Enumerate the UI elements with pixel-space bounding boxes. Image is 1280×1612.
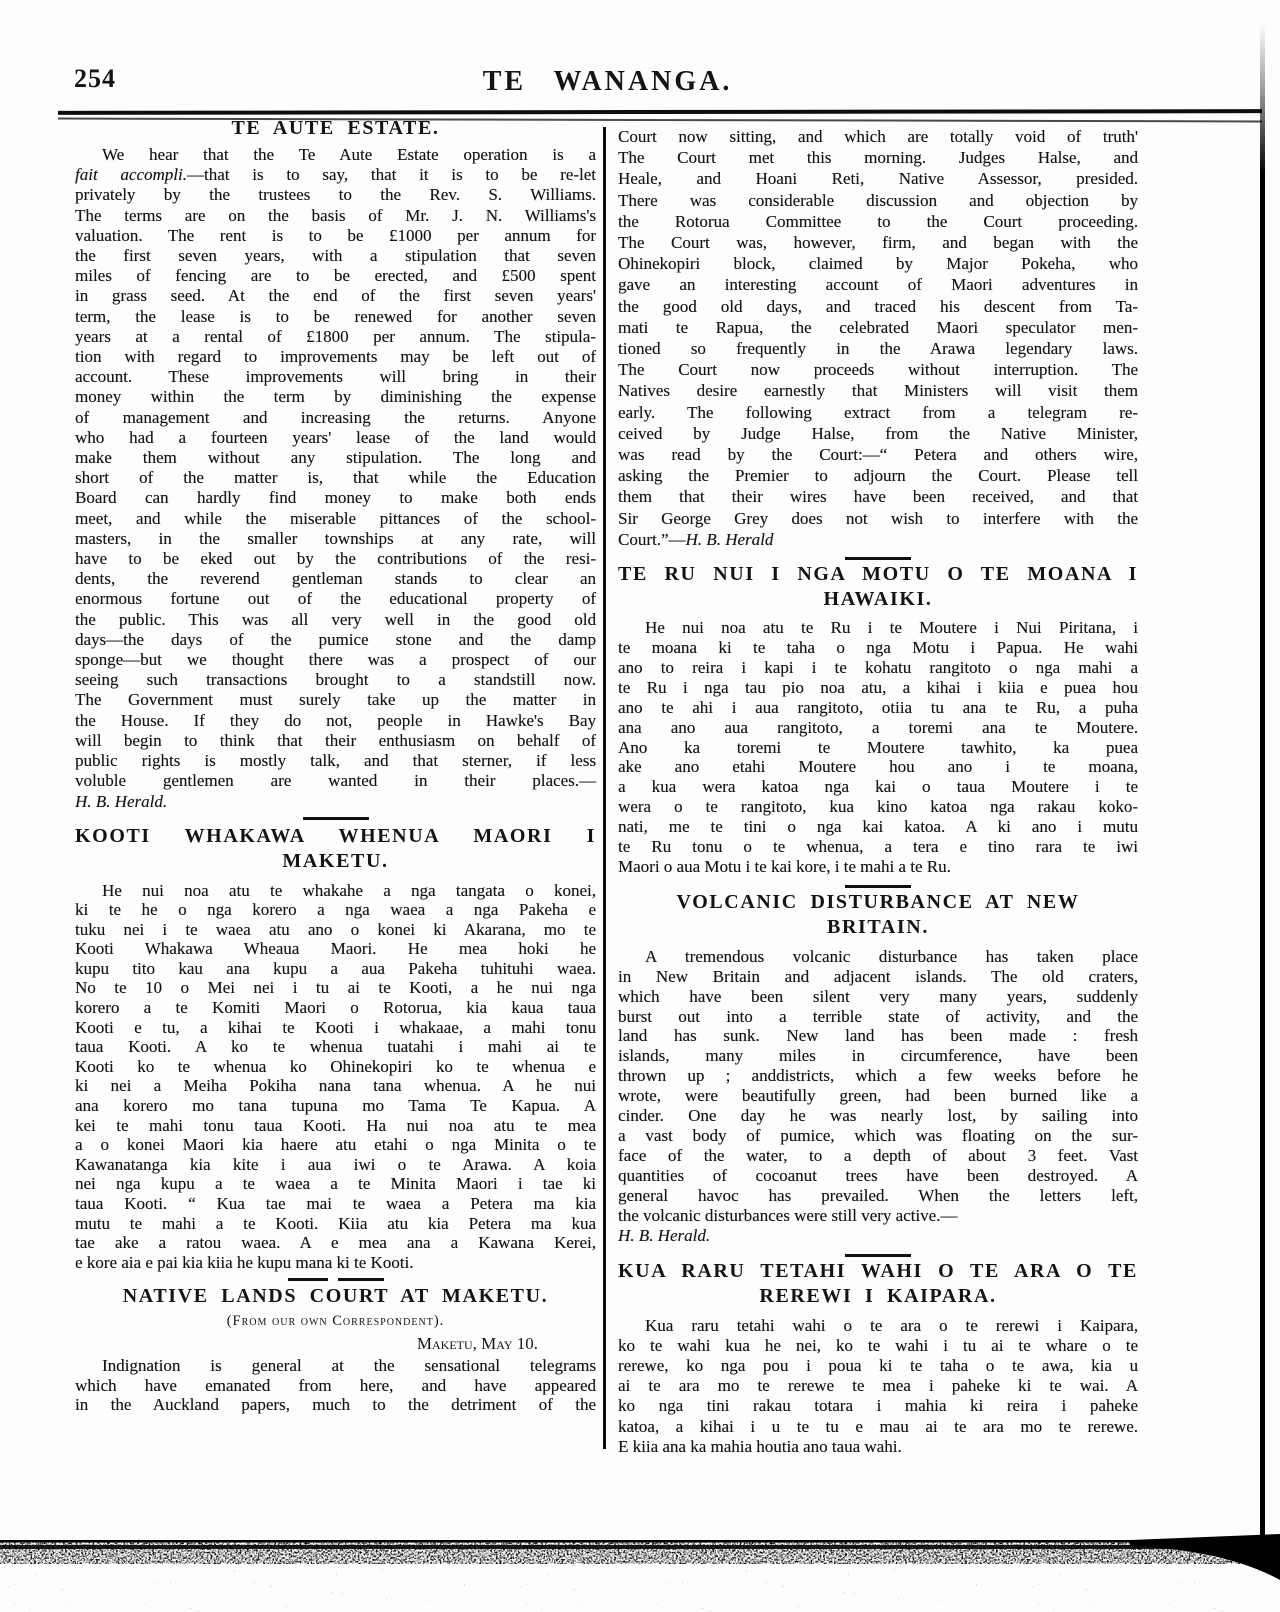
text-line: public rights is mostly talk, and that sterner, if less <box>75 751 596 771</box>
text-line: e kore aia e pai kia kiia he kupu mana ki te Kooti. <box>75 1252 414 1272</box>
text-line: korero a te Komiti Maori o Rotorua, kia kaua taua <box>75 998 596 1018</box>
text-line: ki nei a Meiha Pokiha nana tana whenua. A he nui <box>75 1076 596 1096</box>
section-divider-rule <box>845 557 911 560</box>
te-ru-nui-heading <box>618 562 1138 612</box>
text-line: masters, in the smaller townships at any rate, will <box>75 528 596 548</box>
text-line: enormous fortune out of the educational property of <box>75 589 596 609</box>
text-line: land has sunk. New land has been made : fresh <box>618 1026 1138 1046</box>
text-line: have to be eked out by the contributions of the resi- <box>75 549 596 569</box>
text-line: face of the water, to a depth of about 3 feet. Vast <box>618 1145 1138 1165</box>
te-aute-estate-heading <box>75 116 596 141</box>
text-line: days—the days of the pumice stone and the damp <box>75 629 596 649</box>
heading-line: TE AUTE ESTATE. <box>231 117 440 139</box>
text-line: islands, many miles in circumference, have been <box>618 1046 1138 1066</box>
text-line: Kooti e tu, a kihai te Kooti i whakaae, a mahi tonu <box>75 1017 596 1037</box>
text-line: meet, and while the miserable pittances of the school- <box>75 508 596 528</box>
text-line: katoa, a kihai i u te tu e mau ai te ara mo te rerewe. <box>618 1416 1138 1436</box>
kooti-whakawa-body <box>75 881 596 1273</box>
heading-line: MAKETU. <box>282 849 389 872</box>
text-line: tioned so frequently in the Arawa legendary laws. <box>618 339 1138 359</box>
left-column <box>75 116 596 1415</box>
volcanic-disturbance-credit <box>618 1226 1138 1246</box>
section-divider-rule <box>303 817 369 820</box>
court-continuation-body <box>618 126 1138 550</box>
text-line: valuation. The rent is to be £1000 per annum for <box>75 225 596 245</box>
header-rule-thick <box>58 109 1262 115</box>
text-line: the volcanic disturbances were still very active.— <box>618 1205 958 1225</box>
text-line: Natives desire earnestly that Ministers will visit them <box>618 381 1138 401</box>
text-line: dents, the reverend gentleman stands to clear an <box>75 569 596 589</box>
text-line: was read by the Court:—“ Petera and others wire, <box>618 445 1138 465</box>
page-edge-scan-line <box>1260 24 1265 1542</box>
masthead-title: TE WANANGA. <box>482 66 733 97</box>
text-line: taua Kooti. “ Kua tae mai te waea a Petera ma kia <box>75 1194 596 1213</box>
native-lands-court-heading <box>75 1284 596 1309</box>
text-line: early. The following extract from a telegram re- <box>618 402 1138 422</box>
heading-line: KOOTI WHAKAWA WHENUA MAORI I <box>75 824 596 847</box>
text-line: No te 10 o Mei nei i tu ai te Kooti, a he nui nga <box>75 978 596 998</box>
text-line: cinder. One day he was nearly lost, by sailing into <box>618 1106 1138 1126</box>
text-line: make them without any stipulation. The long and <box>75 448 596 468</box>
text-line: Kooti ko te whenua ko Ohinekopiri ko te whenua e <box>75 1056 596 1076</box>
text-line: mutu te mahi a te Kooti. Kiia atu kia Petera ma kua <box>75 1213 596 1233</box>
text-line: There was considerable discussion and objection by <box>618 190 1138 210</box>
text-line: will begin to think that their enthusiasm on behalf of <box>75 730 596 750</box>
bottom-scan-band <box>0 1534 1280 1612</box>
text-line: wera o te rangitoto, kua kino katoa nga rakau koko- <box>618 797 1138 817</box>
column-divider-rule <box>603 127 606 1449</box>
text-line: We hear that the Te Aute Estate operation is a <box>102 145 596 164</box>
text-line: tae ake a ratou waea. A e mea ana a Kawana Kerei, <box>75 1233 596 1253</box>
text-line: kei te mahi tonu taua Kooti. Ha nui noa atu te mea <box>75 1115 596 1135</box>
text-line: He nui noa atu te whakahe a nga tangata o konei, <box>102 880 596 900</box>
page-number: 254 <box>74 64 116 93</box>
text-line: He nui noa atu te Ru i te Moutere i Nui Piritana, i <box>645 618 1138 638</box>
text-line: ana ano aua rangitoto, a toremi ana te Moutere. <box>618 717 1138 737</box>
text-line: nei nga kupu a te waea a te Minita Maori i tae ki <box>75 1174 596 1194</box>
text-line: sponge—but we thought there was a prospect of our <box>75 650 596 670</box>
text-line: The Court was, however, firm, and began with the <box>618 233 1138 253</box>
text-line: a vast body of pumice, which was floating on the sur- <box>618 1126 1138 1145</box>
text-line: Court.”—H. B. Herald <box>618 529 774 549</box>
text-line: a kua wera katoa nga kai o taua Moutere i te <box>618 777 1138 797</box>
text-line: rerewe, ko nga pou i poua ki te taha o te awa, kia u <box>618 1355 1138 1375</box>
correspondent-byline: (From our own Correspondent). <box>226 1313 445 1330</box>
text-line: in New Britain and adjacent islands. The old craters, <box>618 966 1138 986</box>
text-line: the Rotorua Committee to the Court proceeding. <box>618 211 1138 231</box>
text-line: ano te ahi i aua rangitoto, otiia tu ana te Ru, a puha <box>618 697 1138 717</box>
text-line: which have been silent very many years, suddenly <box>618 986 1138 1006</box>
heading-line: HAWAIKI. <box>823 588 933 611</box>
section-divider-rule <box>845 885 911 888</box>
text-line: the good old days, and traced his descent from Ta- <box>618 296 1138 316</box>
heading-line: BRITAIN. <box>827 915 929 938</box>
heading-line: VOLCANIC DISTURBANCE AT NEW <box>676 890 1080 913</box>
text-line: tion with regard to improvements may be left out of <box>75 347 596 367</box>
text-line: money within the term by diminishing the expense <box>75 387 596 407</box>
text-line: gave an interesting account of Maori adventures in <box>618 275 1138 295</box>
text-line: years at a rental of £1800 per annum. The stipula- <box>75 326 596 346</box>
te-aute-estate-body <box>75 145 596 792</box>
dateline: Maketu, May 10. <box>416 1334 538 1354</box>
heading-line: REREWI I KAIPARA. <box>759 1284 997 1307</box>
text-line: E kiia ana ka mahia houtia ano taua wahi. <box>618 1436 902 1456</box>
text-line: nati, me te tini o nga kai katoa. A ki ano i mutu <box>618 817 1138 837</box>
text-line: voluble gentlemen are wanted in their places.— <box>75 771 596 791</box>
text-line: A tremendous volcanic disturbance has taken place <box>645 946 1138 966</box>
text-line: Kawanatanga kia kite i aua iwi o te Arawa. A koia <box>75 1154 596 1174</box>
text-line: Sir George Grey does not wish to interfere with the <box>618 508 1138 528</box>
text-line: Kooti Whakawa Wheaua Maori. He mea hoki he <box>75 939 596 959</box>
text-line: The Government must surely take up the matter in <box>75 690 596 710</box>
te-ru-nui-body <box>618 618 1138 877</box>
kooti-whakawa-heading <box>75 824 596 874</box>
text-line: ana korero mo tana tupuna mo Tama Te Kapua. A <box>75 1096 596 1116</box>
text-line: H. B. Herald. <box>75 791 168 811</box>
text-line: short of the matter is, that while the Education <box>75 468 596 488</box>
text-line: ai te ara mo te rerewe te mea i paheke ki te wai. A <box>618 1376 1138 1396</box>
text-line: Board can hardly find money to make both ends <box>75 488 596 508</box>
text-line: them that their wires have been received, and that <box>618 487 1138 507</box>
text-line: the first seven years, with a stipulation that seven <box>75 246 596 266</box>
text-line: account. These improvements will bring in their <box>75 367 596 387</box>
scan-noise <box>0 1534 1280 1612</box>
heading-line: NATIVE LANDS COURT AT MAKETU. <box>122 1285 549 1308</box>
heading-line: TE RU NUI I NGA MOTU O TE MOANA I <box>618 563 1138 586</box>
text-line: of management and increasing the returns. Anyone <box>75 407 596 427</box>
volcanic-disturbance-heading <box>618 890 1138 940</box>
text-line: in the Auckland papers, much to the detriment of the <box>75 1395 596 1415</box>
text-line: Ohinekopiri block, claimed by Major Pokeha, who <box>618 254 1138 274</box>
text-line: Indignation is general at the sensational telegrams <box>102 1356 596 1376</box>
text-line: seeing such transactions brought to a standstill now. <box>75 670 596 690</box>
text-line: The terms are on the basis of Mr. J. N. Williams's <box>75 205 596 225</box>
text-line: burst out into a terrible state of activity, and the <box>618 1006 1138 1026</box>
text-line: The Court now proceeds without interruption. The <box>618 360 1138 380</box>
text-line: ki te he o nga korero a nga waea a nga Pakeha e <box>75 900 596 920</box>
text-line: ceived by Judge Halse, from the Native Minister, <box>618 423 1138 443</box>
text-line: thrown up ; anddistricts, which a few weeks before he <box>618 1066 1138 1086</box>
text-line: in grass seed. At the end of the first seven years' <box>75 286 596 306</box>
text-line: Kua raru tetahi wahi o te ara o te rerewi i Kaipara, <box>645 1315 1138 1335</box>
text-line: ake ano etahi Moutere hou ano i te moana, <box>618 757 1138 777</box>
text-line: Ano ka toremi te Moutere tawhito, ka puea <box>618 737 1138 757</box>
text-line: ano to reira i kapi i te kohatu rangitoto o nga mahi a <box>618 657 1138 677</box>
text-line: which have emanated from here, and have appeared <box>75 1375 596 1395</box>
text-line: ko te wahi kua he nei, ko te wahi i tu ai te whare o te <box>618 1335 1138 1355</box>
text-line: quantities of cocoanut trees have been destroyed. A <box>618 1165 1138 1185</box>
text-line: miles of fencing are to be erected, and £500 spent <box>75 266 596 286</box>
te-aute-estate-credit <box>75 792 596 812</box>
text-line: term, the lease is to be renewed for another seven <box>75 306 596 326</box>
text-line: wrote, were beautifully green, had been burned like a <box>618 1086 1138 1106</box>
text-line: te Ru i nga tau pio noa atu, a kihai i kiia e puea hou <box>618 677 1138 697</box>
text-line: Heale, and Hoani Reti, Native Assessor, presided. <box>618 169 1138 189</box>
text-line: the House. If they do not, people in Hawke's Bay <box>75 710 596 730</box>
heading-line: KUA RARU TETAHI WAHI O TE ARA O TE <box>618 1259 1138 1282</box>
text-line: asking the Premier to adjourn the Court. Please tell <box>618 466 1138 486</box>
text-line: ko nga tini rakau totara i mahia ki reira i paheke <box>618 1396 1138 1416</box>
text-line: kupu tito kau ana kupu a aua Pakeha tuhituhi waea. <box>75 958 596 978</box>
text-line: te Ru tonu o te whenua, a tera e tino rara te iwi <box>618 837 1138 857</box>
text-line: general havoc has prevailed. When the letters left, <box>618 1185 1138 1205</box>
text-line: the public. This was all very well in the good old <box>75 609 596 629</box>
kua-raru-body <box>618 1316 1138 1457</box>
native-lands-court-body <box>75 1356 596 1414</box>
text-line: H. B. Herald. <box>618 1225 711 1245</box>
volcanic-disturbance-body <box>618 947 1138 1226</box>
section-divider-rule <box>288 1278 384 1281</box>
text-line: who had a fourteen years' lease of the land would <box>75 427 596 447</box>
text-line: The Court met this morning. Judges Halse, and <box>618 148 1138 168</box>
text-line: fait accompli.—that is to say, that it is to be re-let <box>75 165 596 185</box>
section-divider-rule <box>845 1254 911 1257</box>
text-line: te moana ki te taha o nga Motu i Papua. He wahi <box>618 637 1138 657</box>
text-line: privately by the trustees to the Rev. S. Williams. <box>75 185 596 205</box>
text-line: Maori o aua Motu i te kai kore, i te mahi a te Ru. <box>618 856 951 876</box>
kua-raru-heading <box>618 1259 1138 1309</box>
right-column <box>618 116 1138 1457</box>
text-line: a o konei Maori kia haere atu etahi o nga Minita o te <box>75 1135 596 1155</box>
text-line: Court now sitting, and which are totally void of truth' <box>618 127 1138 146</box>
text-line: mati te Rapua, the celebrated Maori speculator men- <box>618 317 1138 337</box>
text-line: taua Kooti. A ko te whenua tuatahi i mahi ai te <box>75 1037 596 1057</box>
text-line: tuku nei i te waea atu ano o konei ki Akarana, mo te <box>75 919 596 939</box>
